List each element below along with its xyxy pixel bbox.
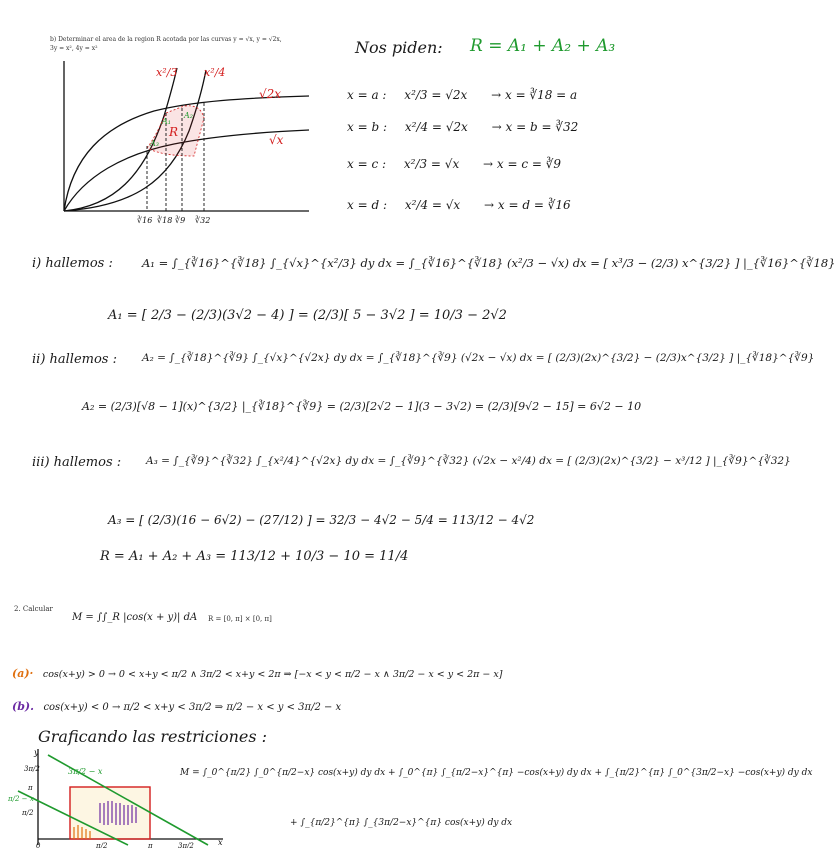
problem2-integral: M = ∫∫_R |cos(x + y)| dA: [72, 612, 198, 623]
intersection-c-label: x = c :: [347, 157, 387, 171]
label-region-r: R: [169, 125, 179, 139]
x-tick-3: ∛9: [175, 216, 186, 225]
graphing-title: Graficando las restriciones :: [38, 727, 268, 746]
x-tick-pi2: π/2: [96, 842, 108, 848]
problem1-statement-line1: b) Determinar el area de la region R acotada por las curvas y = √x, y = √2x,: [50, 36, 282, 43]
part-ii-result: A₂ = (2/3)[√8 − 1](x)^{3/2} |_{∛18}^{∛9} = (2/3)[2√2 − 1](3 − 3√2) = (2/3)[9√2 − 15] = 6√2 − 10: [82, 400, 642, 413]
x-axis-label: x: [218, 838, 223, 847]
intersection-a-eq: x²/3 = √2x: [404, 88, 468, 102]
case-b: [12, 700, 341, 713]
intersection-d: [347, 198, 571, 212]
y-axis-label: y: [34, 748, 39, 757]
part-iii-integral: A₃ = ∫_{∛9}^{∛32} ∫_{x²/4}^{√2x} dy dx = ∫_{∛9}^{∛32} (√2x − x²/4) dx = [ (2/3)(2x)^{3/2} − x³/12 ] |_{∛9}^{∛32}: [146, 455, 791, 467]
intersection-b-eq: x²/4 = √2x: [404, 120, 468, 134]
case-a: [12, 667, 502, 680]
intersection-a: [347, 88, 577, 102]
x-tick-2: ∛18: [157, 216, 173, 225]
label-a1: A₁: [162, 117, 171, 126]
case-a-text: cos(x+y) > 0 → 0 < x+y < π/2 ∧ 3π/2 < x+y < 2π ⇒ [−x < y < π/2 − x ∧ 3π/2 − x < y < 2π − x]: [42, 669, 503, 680]
label-x2-4: x²/4: [204, 66, 226, 79]
region-graph: [44, 56, 314, 226]
intersection-a-label: x = a :: [347, 88, 387, 102]
part-ii-label: ii) hallemos :: [32, 352, 117, 367]
x-tick-0: 0: [36, 842, 41, 848]
label-a2: A₂: [184, 111, 193, 120]
intersection-b-result: → x = b = ∛32: [491, 120, 579, 134]
intersection-a-result: → x = ∛18 = a: [491, 88, 578, 102]
label-line-upper: 3π/2 − x: [68, 767, 103, 776]
x-tick-3pi2: 3π/2: [178, 842, 194, 848]
x-tick-4: ∛32: [195, 216, 211, 225]
x-tick-1: ∛16: [137, 216, 153, 225]
problem2-domain: R = [0, π] × [0, π]: [208, 615, 272, 623]
intersection-c-eq: x²/3 = √x: [403, 157, 460, 171]
part-i-result: A₁ = [ 2/3 − (2/3)(3√2 − 4) ] = (2/3)[ 5 − 3√2 ] = 10/3 − 2√2: [108, 308, 507, 323]
m-expression-line2: + ∫_{π/2}^{π} ∫_{3π/2−x}^{π} cos(x+y) dy dx: [290, 818, 513, 828]
part-i-integral: A₁ = ∫_{∛16}^{∛18} ∫_{√x}^{x²/3} dy dx = ∫_{∛16}^{∛18} (x²/3 − √x) dx = [ x³/3 − (2/3) x^{3/2} ] |_{∛16}^{∛18}: [142, 256, 836, 270]
part-ii-integral: A₂ = ∫_{∛18}^{∛9} ∫_{√x}^{√2x} dy dx = ∫_{∛18}^{∛9} (√2x − √x) dx = [ (2/3)(2x)^{3/2} − (2/3)x^{3/2} ] |_{∛18}^{∛9}: [142, 352, 815, 364]
intersection-d-label: x = d :: [347, 198, 387, 212]
label-a3: A₃: [150, 139, 159, 148]
label-x2-3: x²/3: [156, 66, 178, 79]
region-formula: R = A₁ + A₂ + A₃: [470, 36, 616, 56]
restrictions-graph: [8, 745, 228, 848]
intersection-c-result: → x = c = ∛9: [483, 157, 562, 171]
label-line-lower: π/2 − x: [8, 795, 34, 803]
problem2-label: 2. Calcular: [14, 605, 53, 613]
part-iii-label: iii) hallemos :: [32, 455, 122, 470]
label-sqrtx: √x: [269, 133, 284, 147]
x-tick-pi: π: [148, 842, 153, 848]
y-tick-pi2: π/2: [22, 809, 34, 817]
case-a-tag: (a)·: [12, 667, 34, 680]
final-sum: R = A₁ + A₂ + A₃ = 113/12 + 10/3 − 10 = 11/4: [100, 549, 409, 564]
y-tick-pi: π: [28, 784, 33, 792]
y-tick-3pi2: 3π/2: [24, 765, 40, 773]
intersection-c: [347, 157, 561, 171]
label-sqrt2x: √2x: [259, 87, 282, 101]
case-b-tag: (b).: [12, 700, 34, 713]
intersection-d-result: → x = d = ∛16: [484, 198, 571, 212]
case-b-text: cos(x+y) < 0 → π/2 < x+y < 3π/2 ⇒ π/2 − x < y < 3π/2 − x: [43, 702, 342, 713]
part-iii-result: A₃ = [ (2/3)(16 − 6√2) − (27/12) ] = 32/3 − 4√2 − 5/4 = 113/12 − 4√2: [108, 513, 535, 527]
part-i-label: i) hallemos :: [32, 256, 113, 271]
intersection-b: [347, 120, 578, 134]
intersection-b-label: x = b :: [347, 120, 387, 134]
problem1-statement-line2: 3y = x², 4y = x²: [50, 45, 98, 52]
nos-piden-label: Nos piden:: [355, 38, 443, 57]
m-expression-line1: M = ∫_0^{π/2} ∫_0^{π/2−x} cos(x+y) dy dx + ∫_0^{π} ∫_{π/2−x}^{π} −cos(x+y) dy dx + ∫_{π/2}^{π} ∫_0^{3π/2−x} −cos(x+y) dy dx: [180, 768, 813, 778]
intersection-d-eq: x²/4 = √x: [404, 198, 461, 212]
